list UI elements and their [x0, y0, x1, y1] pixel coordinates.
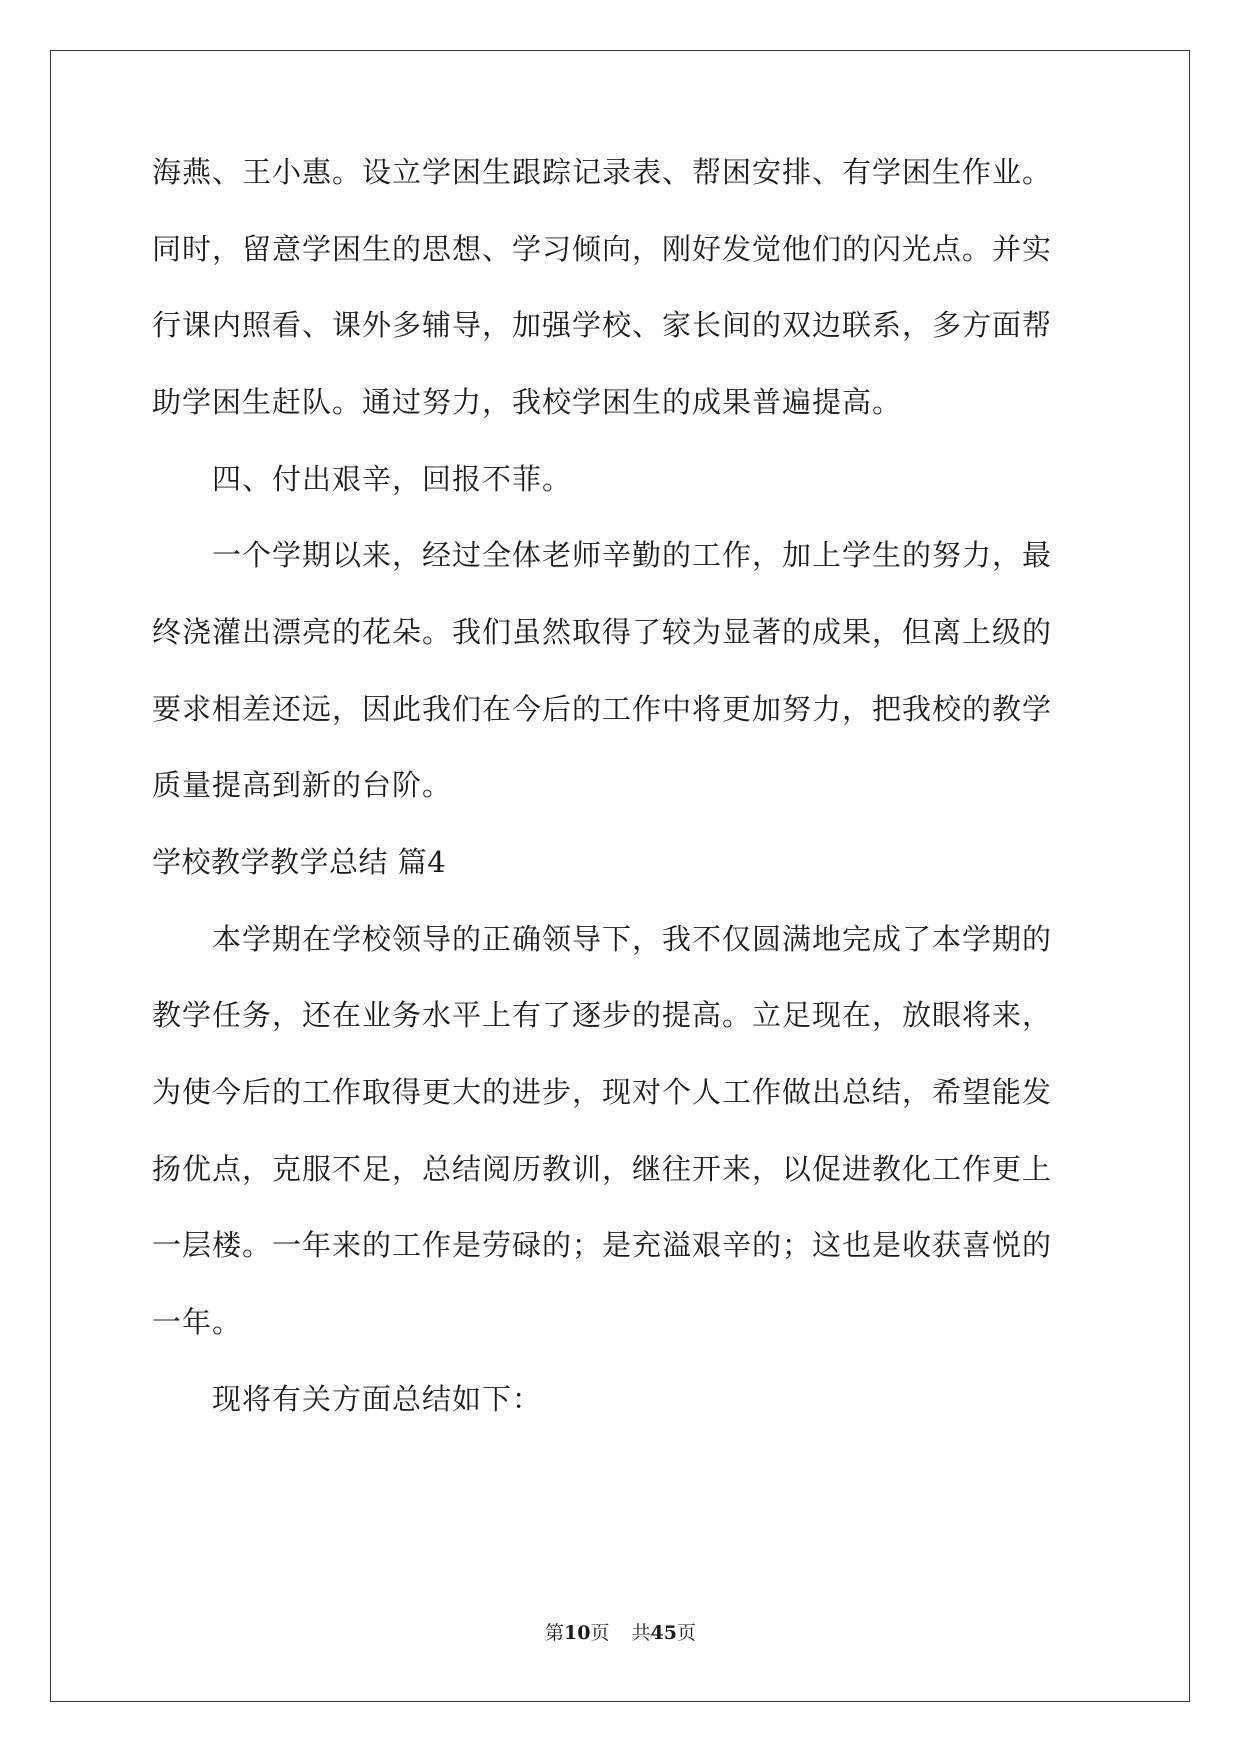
- total-pages: 45: [650, 1622, 677, 1644]
- text-line: 教学任务，还在业务水平上有了逐步的提高。立足现在，放眼将来，: [152, 998, 1053, 1032]
- text-line: 一层楼。一年来的工作是劳碌的；是充溢艰辛的；这也是收获喜悦的: [152, 1228, 1053, 1262]
- text-line: 同时，留意学困生的思想、学习倾向，刚好发觉他们的闪光点。并实: [152, 232, 1053, 266]
- text-line: 质量提高到新的台阶。: [152, 768, 453, 802]
- text-line: 本学期在学校领导的正确领导下，我不仅圆满地完成了本学期的: [152, 922, 1053, 956]
- total-prefix: 共: [631, 1622, 651, 1644]
- article-title: 学校教学教学总结 篇4: [152, 845, 447, 879]
- text-line: 海燕、王小惠。设立学困生跟踪记录表、帮困安排、有学困生作业。: [152, 155, 1053, 189]
- text-line: 为使今后的工作取得更大的进步，现对个人工作做出总结，希望能发: [152, 1075, 1053, 1109]
- text-line: 要求相差还远，因此我们在今后的工作中将更加努力，把我校的教学: [152, 692, 1053, 726]
- text-line: 扬优点，克服不足，总结阅历教训，继往开来，以促进教化工作更上: [152, 1152, 1053, 1186]
- page-number: 10: [564, 1622, 591, 1644]
- page-prefix: 第: [545, 1622, 565, 1644]
- text-line: 一年。: [152, 1305, 243, 1339]
- text-line: 一个学期以来，经过全体老师辛勤的工作，加上学生的努力，最: [152, 538, 1053, 572]
- text-line: 行课内照看、课外多辅导，加强学校、家长间的双边联系，多方面帮: [152, 308, 1053, 342]
- section-heading-four: 四、付出艰辛，回报不菲。: [152, 462, 573, 496]
- total-suffix: 页: [676, 1622, 696, 1644]
- text-line: 助学困生赶队。通过努力，我校学困生的成果普遍提高。: [152, 385, 903, 419]
- page-suffix: 页: [590, 1622, 610, 1644]
- text-line: 终浇灌出漂亮的花朵。我们虽然取得了较为显著的成果，但离上级的: [152, 615, 1053, 649]
- page-footer: [0, 1621, 1241, 1645]
- text-line: 现将有关方面总结如下：: [152, 1382, 543, 1416]
